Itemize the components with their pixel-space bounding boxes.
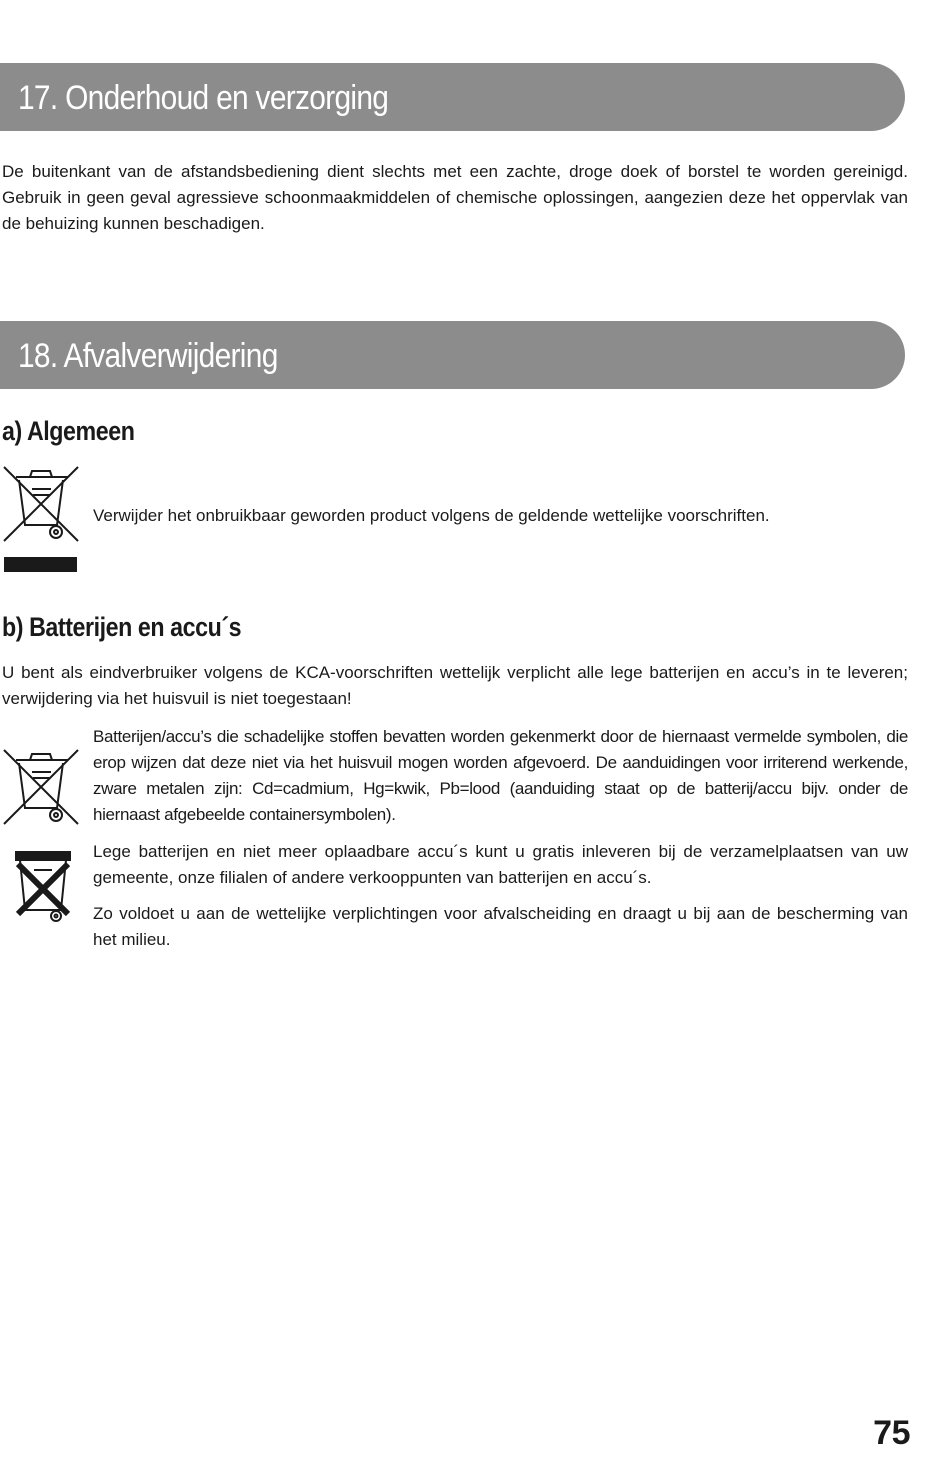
section-18-heading-bar [0,321,905,389]
page-number: 75 [873,1414,910,1452]
section-17-body: De buitenkant van de afstandsbediening dient slechts met een zachte, droge doek of borstel te worden gereinigd. Gebruik in geen geval agressieve schoonmaakmiddelen of chemische oplossingen, aangezien deze het oppervlak van de behuizing kunnen beschadigen. [2,162,908,233]
section-18-heading: 18. Afvalverwijdering [18,337,278,375]
section-17-heading: 17. Onderhoud en verzorging [18,79,389,117]
subsection-b-intro: U bent als eindverbruiker volgens de KCA-voorschriften wettelijk verplicht alle lege batterijen en accu’s in te leveren; verwijdering via het huisvuil is niet toegestaan! [2,663,908,708]
subsection-b-paragraph-3: Zo voldoet u aan de wettelijke verplichtingen voor afvalscheiding en draagt u bij aan de bescherming van het milieu. [93,904,908,949]
subsection-b-heading: b) Batterijen en accu´s [2,612,242,642]
crossed-out-wheelie-bin-bold-icon [12,848,74,924]
subsection-b-paragraph-2: Lege batterijen en niet meer oplaadbare accu´s kunt u gratis inleveren bij de verzamelplaatsen van uw gemeente, onze filialen of andere verkooppunten van batterijen en accu´s. [93,842,908,887]
weee-black-bar [4,557,77,572]
crossed-out-wheelie-bin-icon [2,748,80,828]
section-17-heading-bar [0,63,905,131]
subsection-b-paragraph-1: Batterijen/accu’s die schadelijke stoffen bevatten worden gekenmerkt door de hiernaast vermelde symbolen, die erop wijzen dat deze niet via het huisvuil mogen worden afgevoerd. De aanduidingen voor irriterend werkende, zware metalen zijn: Cd=cadmium, Hg=kwik, Pb=lood (aanduiding staat op de batterij/accu bijv. onder de hiernaast afgebeelde containersymbolen). [93,727,908,824]
subsection-a-text: Verwijder het onbruikbaar geworden product volgens de geldende wettelijke voorschriften. [93,506,770,525]
subsection-a-heading: a) Algemeen [2,416,135,446]
crossed-out-wheelie-bin-icon [2,465,80,545]
